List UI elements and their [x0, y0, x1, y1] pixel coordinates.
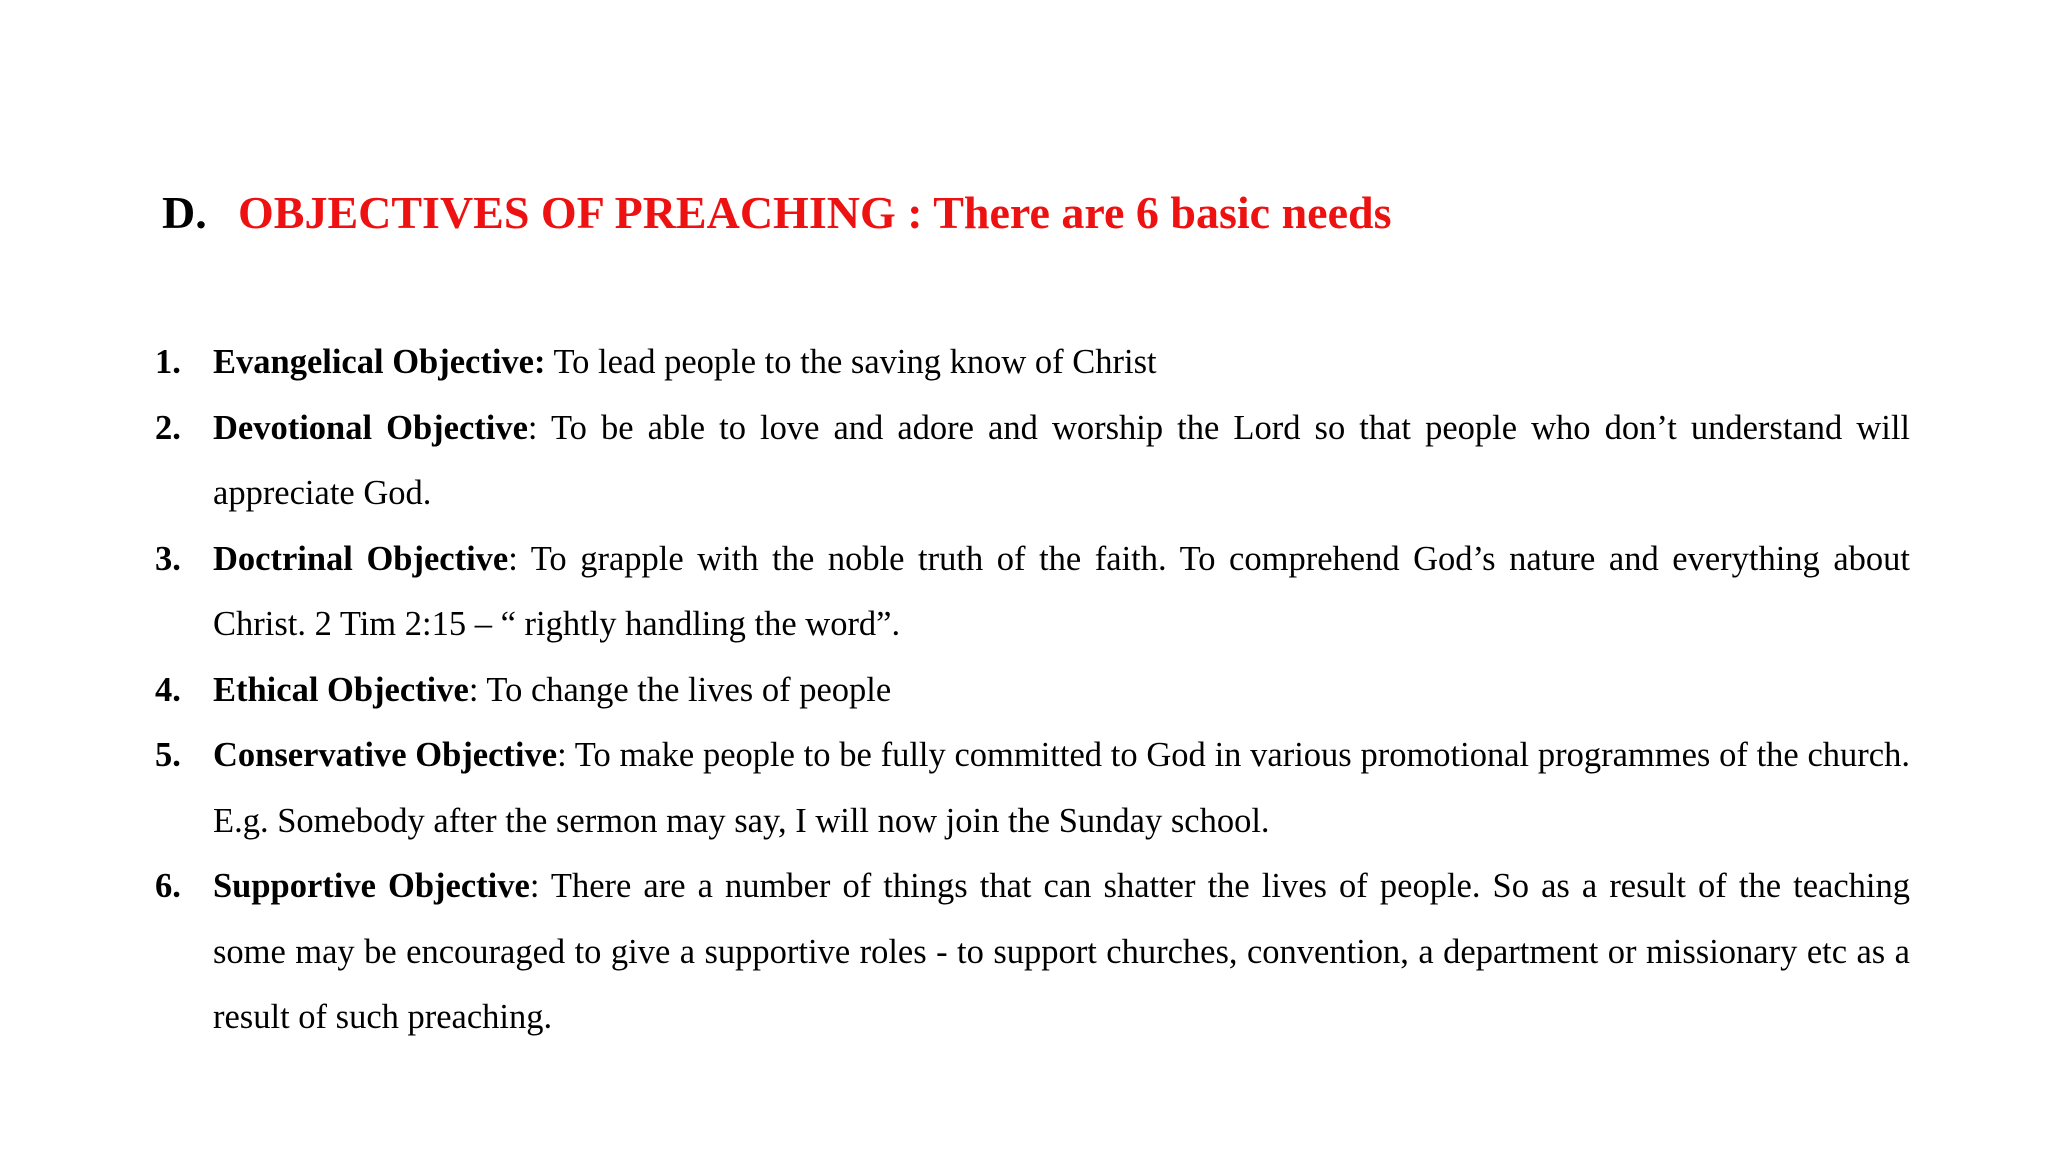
- objective-item: [155, 527, 1910, 658]
- objective-name: Supportive Objective: [213, 867, 530, 905]
- objective-number: 1.: [155, 343, 181, 381]
- section-title: OBJECTIVES OF PREACHING : There are 6 basic needs: [238, 187, 1392, 238]
- objective-name: Evangelical Objective:: [213, 343, 546, 381]
- objective-text: To lead people to the saving know of Christ: [545, 343, 1157, 381]
- objective-item: [155, 330, 1910, 396]
- slide-heading: [162, 178, 1391, 248]
- objective-text: : To grapple with the noble truth of the faith. To comprehend God’s nature and everything about Christ. 2 Tim 2:15 – “ rightly handling the word”.: [213, 539, 1910, 643]
- objective-number: 3.: [155, 539, 181, 578]
- objectives-list: [155, 330, 1910, 1051]
- objective-item: [155, 723, 1910, 854]
- objective-number: 4.: [155, 670, 181, 709]
- objective-number: 5.: [155, 736, 181, 774]
- objective-number: 6.: [155, 867, 181, 905]
- objective-item: [155, 658, 1910, 724]
- objective-item: [155, 396, 1910, 527]
- objective-name: Ethical Objective: [213, 670, 469, 709]
- objective-name: Devotional Objective: [213, 408, 528, 447]
- objective-text: : To be able to love and adore and worship the Lord so that people who don’t understand will appreciate God.: [213, 408, 1910, 512]
- objective-item: [155, 854, 1910, 1051]
- objective-name: Doctrinal Objective: [213, 539, 509, 578]
- objective-number: 2.: [155, 408, 181, 447]
- objective-text: : There are a number of things that can shatter the lives of people. So as a result of the teaching some may be encouraged to give a supportive roles - to support churches, convention, a department or missionary etc as a result of such preaching.: [213, 867, 1910, 1036]
- objective-name: Conservative Objective: [213, 736, 558, 774]
- section-letter: D.: [162, 187, 207, 238]
- objective-text: : To make people to be fully committed to God in various promotional programmes of the church. E.g. Somebody after the sermon may say, I will now join the Sunday school.: [213, 736, 1910, 840]
- objective-text: : To change the lives of people: [468, 670, 892, 709]
